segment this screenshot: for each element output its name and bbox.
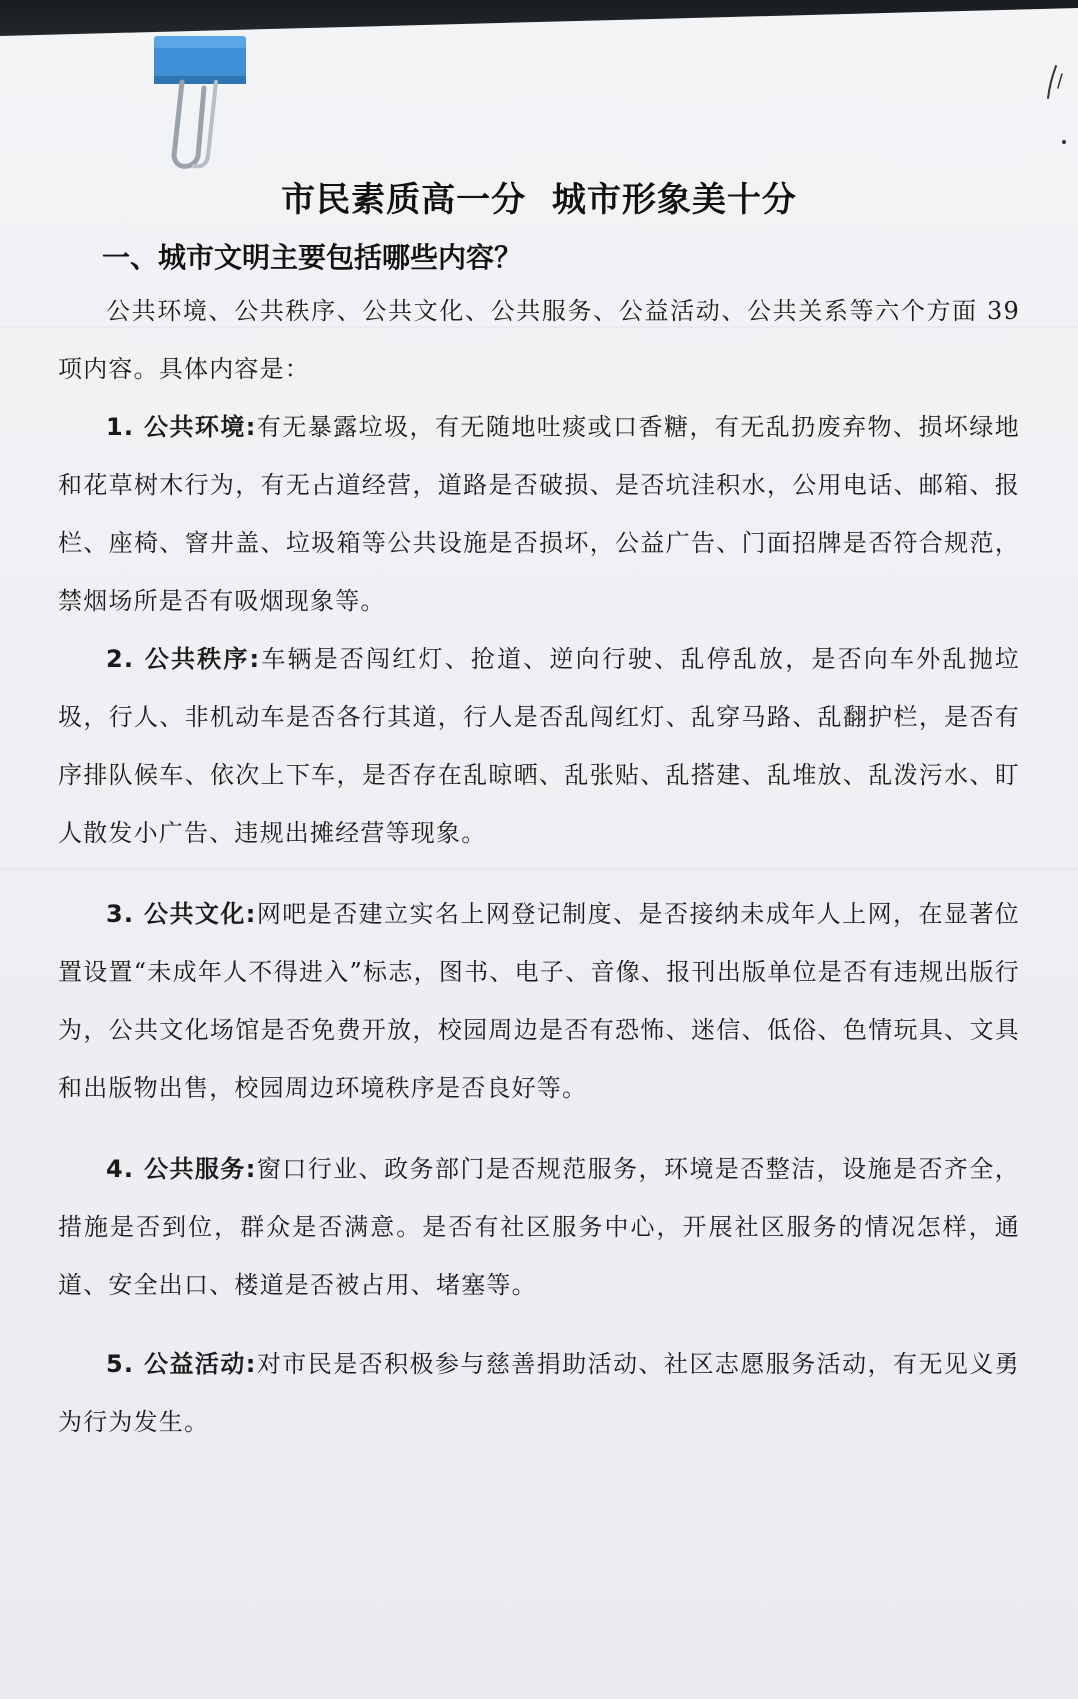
- item-label: 2. 公共秩序:: [106, 645, 261, 673]
- item-label: 5. 公益活动:: [106, 1350, 257, 1378]
- item-public-environment: [58, 398, 1020, 630]
- item-text: 有无暴露垃圾，有无随地吐痰或口香糖，有无乱扔废弃物、损坏绿地和花草树木行为，有无占道经营，道路是否破损、是否坑洼积水，公用电话、邮箱、报栏、座椅、窨井盖、垃圾箱等公共设施是否损坏，公益广告、门面招牌是否符合规范，禁烟场所是否有吸烟现象等。: [58, 413, 1020, 615]
- item-label: 4. 公共服务:: [106, 1155, 257, 1183]
- document-title: 市民素质高一分 城市形象美十分: [281, 180, 797, 220]
- item-label: 1. 公共环境:: [106, 413, 257, 441]
- item-text: 车辆是否闯红灯、抢道、逆向行驶、乱停乱放，是否向车外乱抛垃圾，行人、非机动车是否各行其道，行人是否乱闯红灯、乱穿马路、乱翻护栏，是否有序排队候车、依次上下车，是否存在乱晾晒、乱张贴、乱搭建、乱堆放、乱泼污水、盯人散发小广告、违规出摊经营等现象。: [58, 645, 1020, 847]
- item-public-order: [58, 630, 1020, 862]
- pen-mark-icon: [1038, 62, 1068, 152]
- paper-fold-line: [0, 868, 1078, 870]
- item-text: 窗口行业、政务部门是否规范服务，环境是否整洁，设施是否齐全，措施是否到位，群众是否满意。是否有社区服务中心，开展社区服务的情况怎样，通道、安全出口、楼道是否被占用、堵塞等。: [58, 1155, 1020, 1299]
- section-heading: 一、城市文明主要包括哪些内容？: [102, 241, 523, 274]
- binder-clip-icon: [154, 28, 250, 174]
- item-label: 3. 公共文化:: [106, 900, 257, 928]
- item-public-welfare: [58, 1335, 1020, 1451]
- item-text: 对市民是否积极参与慈善捐助活动、社区志愿服务活动，有无见义勇为行为发生。: [58, 1350, 1020, 1436]
- item-text: 网吧是否建立实名上网登记制度、是否接纳未成年人上网，在显著位置设置“未成年人不得进入”标志，图书、电子、音像、报刊出版单位是否有违规出版行为，公共文化场馆是否免费开放，校园周边是否有恐怖、迷信、低俗、色情玩具、文具和出版物出售，校园周边环境秩序是否良好等。: [58, 900, 1020, 1102]
- item-public-service: [58, 1140, 1020, 1314]
- intro-paragraph: 公共环境、公共秩序、公共文化、公共服务、公益活动、公共关系等六个方面 39 项内容。具体内容是：: [58, 297, 1020, 383]
- item-public-culture: [58, 885, 1020, 1117]
